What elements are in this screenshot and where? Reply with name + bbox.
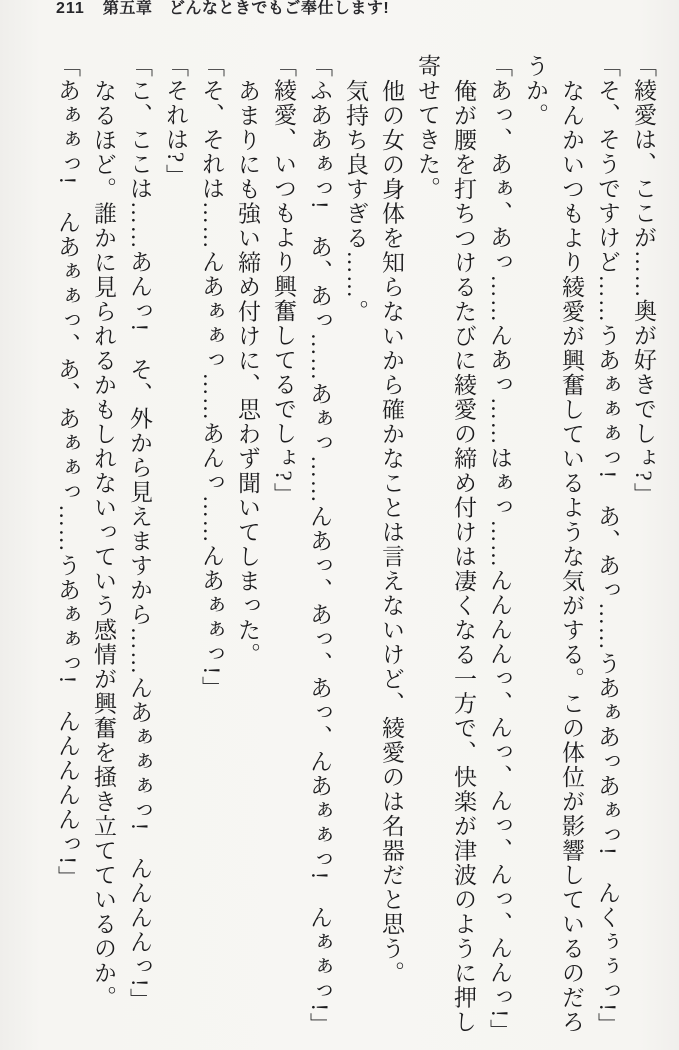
text-column: 俺が腰を打ちつけるたびに綾愛の締め付けは凄くなる一方で、快楽が津波のように押し [451,79,476,1035]
text-column: 他の女の身体を知らないから確かなことは言えないけど、綾愛のは名器だと思う。 [379,79,404,986]
text-column: 気持ち良すぎる……。 [343,79,368,324]
running-header [56,0,389,18]
chapter-title: 第五章 どんなときでもご奉仕します! [102,0,390,17]
text-column: 「綾愛は、ここが……奥が好きでしょ?」 [631,54,656,507]
text-column: 「そ、そうですけど……うあぁぁぁっ! あ、あっ……うあぁあっあぁっ! んくぅぅっ!」 [595,54,620,1037]
text-column: なんかいつもより綾愛が興奮しているような気がする。この体位が影響しているのだろ [559,79,584,1035]
text-column: うか。 [523,54,548,128]
text-column: 「そ、それは……んあぁぁっ……あんっ……んあぁぁっ!」 [199,54,224,701]
text-column: 「それは?」 [163,54,188,189]
text-column: あまりにも強い締め付けに、思わず聞いてしまった。 [235,79,260,667]
text-column: 寄せてきた。 [415,54,440,201]
text-column: 「あぁぁっ! んあぁぁっ、あ、あぁぁっ……うあぁぁっ! んんんんんっ!」 [55,54,80,890]
text-area [49,54,661,1049]
text-column: なるほど。誰かに見られるかもしれないっていう感情が興奮を掻き立てているのか。 [91,79,116,1010]
text-column: 「綾愛、いつもより興奮してるでしょ?」 [271,54,296,507]
page-number: 211 [56,0,85,17]
text-column: 「こ、ここは……あんっ! そ、外から見えますから……んあぁぁぁっ! んんんんっ!」 [127,54,152,1013]
text-column: 「あっ、あぁ、あっ……んあっ……はぁっ……んんんんっ、んっ、んっ、んっ、んんっ!」 [487,54,512,1044]
text-column: 「ふああぁっ! あ、あっ……あぁっ……んあっ、あっ、あっ、んあぁぁっ! んぁぁっ!」 [307,54,332,1037]
